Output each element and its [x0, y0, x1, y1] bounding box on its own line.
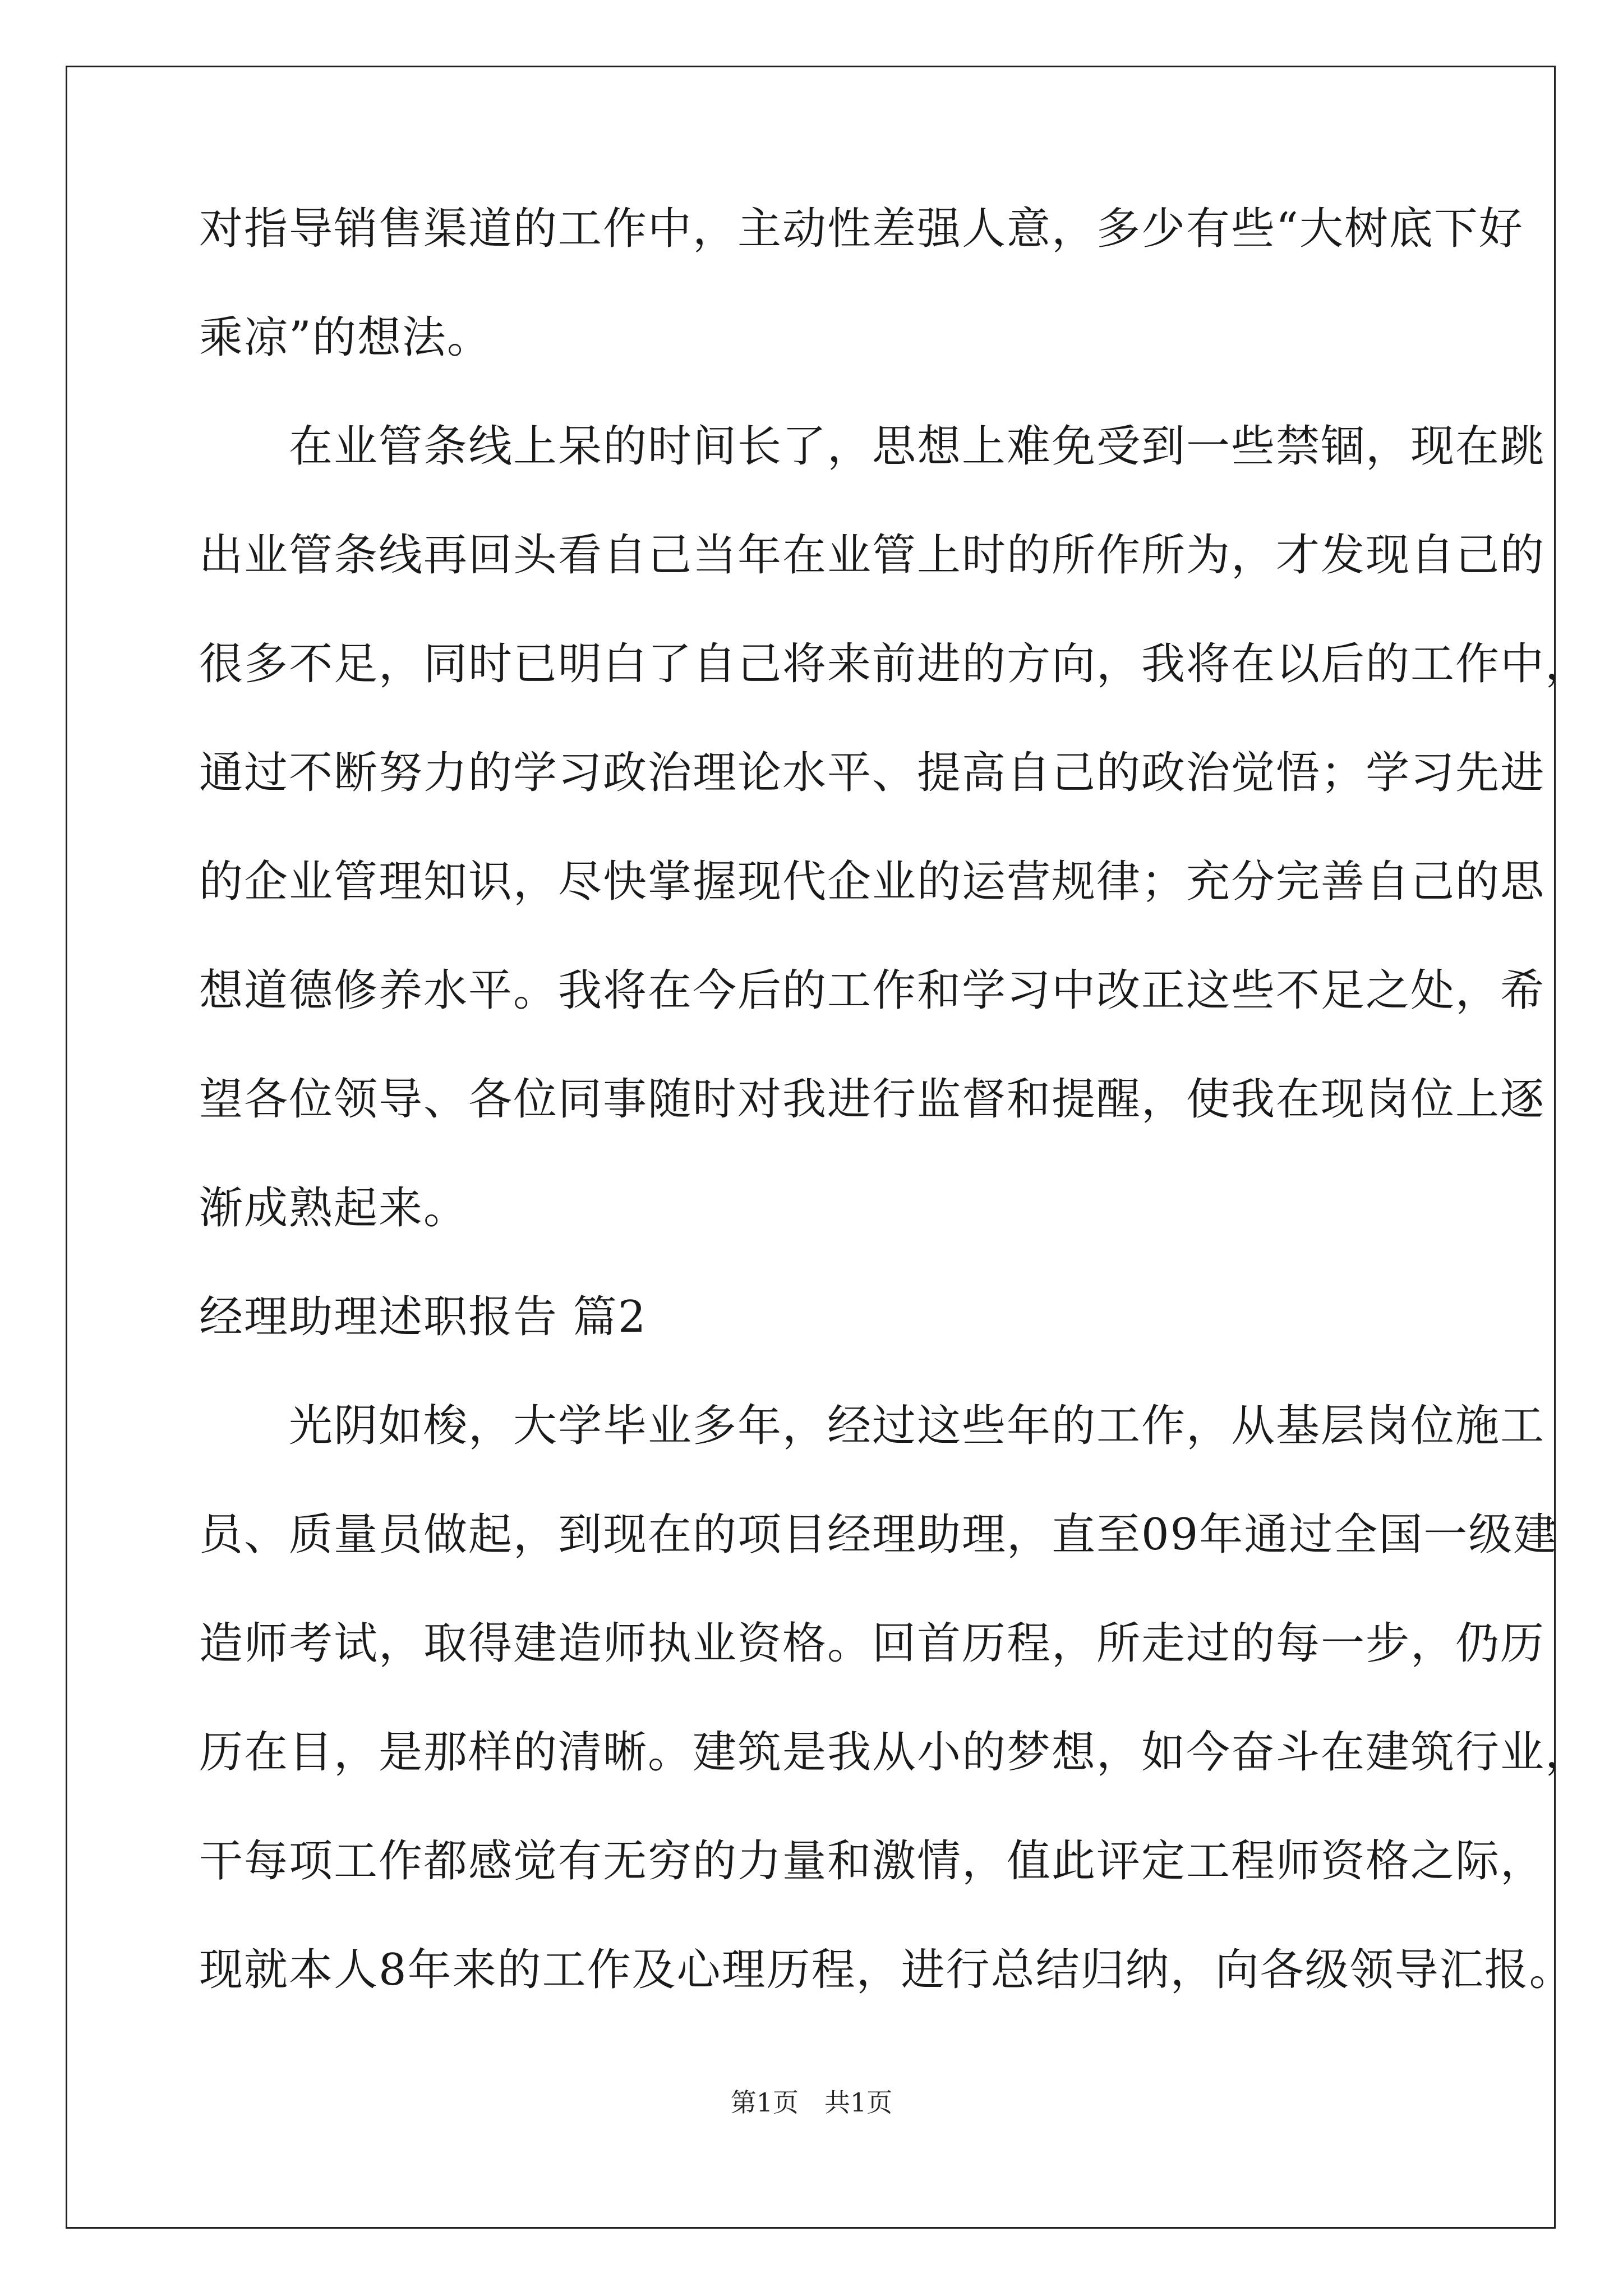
text-line: 出业管条线再回头看自己当年在业管上时的所作所为，才发现自己的	[199, 530, 1546, 581]
text-line: 历在目，是那样的清晰。建筑是我从小的梦想，如今奋斗在建筑行业，	[199, 1727, 1590, 1778]
text-line: 干每项工作都感觉有无穷的力量和激情，值此评定工程师资格之际，	[199, 1836, 1546, 1887]
text-line: 望各位领导、各位同事随时对我进行监督和提醒，使我在现岗位上逐	[199, 1074, 1546, 1125]
text-line: 通过不断努力的学习政治理论水平、提高自己的政治觉悟；学习先进	[199, 748, 1546, 798]
text-line: 想道德修养水平。我将在今后的工作和学习中改正这些不足之处，希	[199, 965, 1546, 1016]
text-line: 现就本人8年来的工作及心理历程，进行总结归纳，向各级领导汇报。	[199, 1945, 1574, 1995]
text-line: 对指导销售渠道的工作中，主动性差强人意，多少有些“大树底下好	[199, 204, 1524, 254]
text-line: 乘凉”的想法。	[199, 312, 492, 363]
text-line: 在业管条线上呆的时间长了，思想上难免受到一些禁锢，现在跳	[199, 421, 1546, 472]
text-line: 很多不足，同时已明白了自己将来前进的方向，我将在以后的工作中，	[199, 639, 1590, 689]
section-heading: 经理助理述职报告 篇2	[199, 1292, 647, 1342]
text-line: 造师考试，取得建造师执业资格。回首历程，所走过的每一步，仍历	[199, 1618, 1546, 1669]
page-number: 第1页 共1页	[730, 2087, 893, 2118]
text-line: 光阴如梭，大学毕业多年，经过这些年的工作，从基层岗位施工	[199, 1401, 1546, 1451]
text-line: 的企业管理知识，尽快掌握现代企业的运营规律；充分完善自己的思	[199, 857, 1546, 907]
document-body	[199, 202, 1590, 1997]
text-line: 渐成熟起来。	[199, 1183, 469, 1234]
text-line: 员、质量员做起，到现在的项目经理助理，直至09年通过全国一级建	[199, 1510, 1559, 1560]
